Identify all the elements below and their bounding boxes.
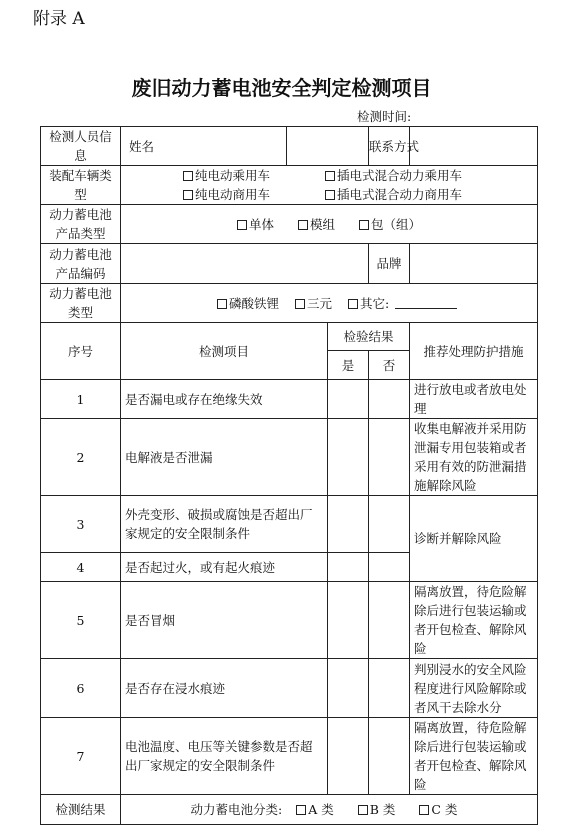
checkbox-icon <box>325 171 335 181</box>
row-no-cell[interactable] <box>369 380 410 419</box>
inspector-row <box>41 127 538 166</box>
checkbox-icon <box>217 299 227 309</box>
page-title: 废旧动力蓄电池安全判定检测项目 <box>131 76 432 100</box>
checkbox-icon <box>359 220 369 230</box>
row-measure: 判别浸水的安全风险程度进行风险解除或者风干去除水分 <box>410 659 538 718</box>
footer-row <box>41 795 538 825</box>
row-yes-cell[interactable] <box>328 553 369 582</box>
product-option-2[interactable]: 模组 <box>298 215 335 234</box>
checkbox-icon <box>348 299 358 309</box>
row-seq: 5 <box>41 582 121 659</box>
product-code-label: 动力蓄电池产品编码 <box>41 244 121 284</box>
row-item: 电池温度、电压等关键参数是否超出厂家规定的安全限制条件 <box>121 718 328 795</box>
checkbox-icon <box>237 220 247 230</box>
checkbox-icon <box>295 299 305 309</box>
header-result: 检验结果 <box>328 323 410 351</box>
name-value-cell[interactable] <box>287 127 369 166</box>
battery-option-2[interactable]: 三元 <box>295 294 332 313</box>
row-item: 是否漏电或存在绝缘失效 <box>121 380 328 419</box>
header-row-1 <box>41 323 538 351</box>
appendix-label: 附录 A <box>33 9 85 29</box>
header-measure: 推荐处理防护措施 <box>410 323 538 380</box>
name-label: 姓名 <box>121 127 287 166</box>
table-row <box>41 496 538 553</box>
vehicle-option-1[interactable]: 纯电动乘用车 <box>183 166 301 185</box>
vehicle-type-row <box>41 166 538 205</box>
checkbox-icon <box>298 220 308 230</box>
row-item: 电解液是否泄漏 <box>121 419 328 496</box>
product-type-row <box>41 205 538 244</box>
row-seq: 2 <box>41 419 121 496</box>
header-item: 检测项目 <box>121 323 328 380</box>
class-option-b[interactable]: B 类 <box>358 800 396 819</box>
row-no-cell[interactable] <box>369 718 410 795</box>
other-blank-line[interactable] <box>395 298 457 309</box>
battery-type-label: 动力蓄电池类型 <box>41 284 121 323</box>
checkbox-icon <box>419 805 429 815</box>
vehicle-options-cell <box>121 166 538 205</box>
row-no-cell[interactable] <box>369 496 410 553</box>
table-row <box>41 582 538 659</box>
row-yes-cell[interactable] <box>328 419 369 496</box>
vehicle-option-3[interactable]: 纯电动商用车 <box>183 185 301 204</box>
table-row <box>41 380 538 419</box>
row-item: 是否起过火，或有起火痕迹 <box>121 553 328 582</box>
brand-value-cell[interactable] <box>410 244 538 284</box>
battery-options-cell <box>121 284 538 323</box>
row-seq: 3 <box>41 496 121 553</box>
product-code-value-cell[interactable] <box>121 244 369 284</box>
row-yes-cell[interactable] <box>328 582 369 659</box>
battery-option-3[interactable]: 其它: <box>348 294 457 313</box>
checkbox-icon <box>325 190 335 200</box>
product-option-3[interactable]: 包（组） <box>359 215 421 234</box>
header-yes: 是 <box>328 351 369 380</box>
row-no-cell[interactable] <box>369 582 410 659</box>
row-no-cell[interactable] <box>369 659 410 718</box>
class-option-c[interactable]: C 类 <box>419 800 457 819</box>
detect-time-label: 检测时间: <box>357 109 412 124</box>
row-yes-cell[interactable] <box>328 496 369 553</box>
row-no-cell[interactable] <box>369 419 410 496</box>
row-yes-cell[interactable] <box>328 718 369 795</box>
checkbox-icon <box>183 171 193 181</box>
inspection-form-table <box>40 126 538 825</box>
row-item: 是否冒烟 <box>121 582 328 659</box>
table-row <box>41 419 538 496</box>
row-measure: 隔离放置，待危险解除后进行包装运输或者开包检查、解除风险 <box>410 718 538 795</box>
battery-option-1[interactable]: 磷酸铁锂 <box>217 294 279 313</box>
checkbox-icon <box>183 190 193 200</box>
vehicle-option-2[interactable]: 插电式混合动力乘用车 <box>325 166 475 185</box>
footer-label: 检测结果 <box>41 795 121 825</box>
checkbox-icon <box>296 805 306 815</box>
class-option-a[interactable]: A 类 <box>296 800 334 819</box>
row-measure: 诊断并解除风险 <box>410 496 538 582</box>
checkbox-icon <box>358 805 368 815</box>
header-seq: 序号 <box>41 323 121 380</box>
classification-label: 动力蓄电池分类: <box>190 802 283 817</box>
row-yes-cell[interactable] <box>328 380 369 419</box>
row-measure: 隔离放置，待危险解除后进行包装运输或者开包检查、解除风险 <box>410 582 538 659</box>
product-options-cell <box>121 205 538 244</box>
vehicle-option-4[interactable]: 插电式混合动力商用车 <box>325 185 475 204</box>
row-seq: 6 <box>41 659 121 718</box>
row-measure: 收集电解液并采用防泄漏专用包装箱或者采用有效的防泄漏措施解除风险 <box>410 419 538 496</box>
row-item: 外壳变形、破损或腐蚀是否超出厂家规定的安全限制条件 <box>121 496 328 553</box>
product-code-row <box>41 244 538 284</box>
row-seq: 4 <box>41 553 121 582</box>
table-row <box>41 659 538 718</box>
brand-label: 品牌 <box>369 244 410 284</box>
product-option-1[interactable]: 单体 <box>237 215 274 234</box>
row-item: 是否存在浸水痕迹 <box>121 659 328 718</box>
row-no-cell[interactable] <box>369 553 410 582</box>
row-yes-cell[interactable] <box>328 659 369 718</box>
row-seq: 1 <box>41 380 121 419</box>
classification-cell <box>121 795 538 825</box>
table-row <box>41 718 538 795</box>
battery-type-row <box>41 284 538 323</box>
row-seq: 7 <box>41 718 121 795</box>
header-no: 否 <box>369 351 410 380</box>
row-measure: 进行放电或者放电处理 <box>410 380 538 419</box>
vehicle-type-label: 装配车辆类型 <box>41 166 121 205</box>
inspector-label: 检测人员信息 <box>41 127 121 166</box>
contact-label: 联系方式 <box>369 127 410 166</box>
contact-value-cell[interactable] <box>410 127 538 166</box>
product-type-label: 动力蓄电池产品类型 <box>41 205 121 244</box>
